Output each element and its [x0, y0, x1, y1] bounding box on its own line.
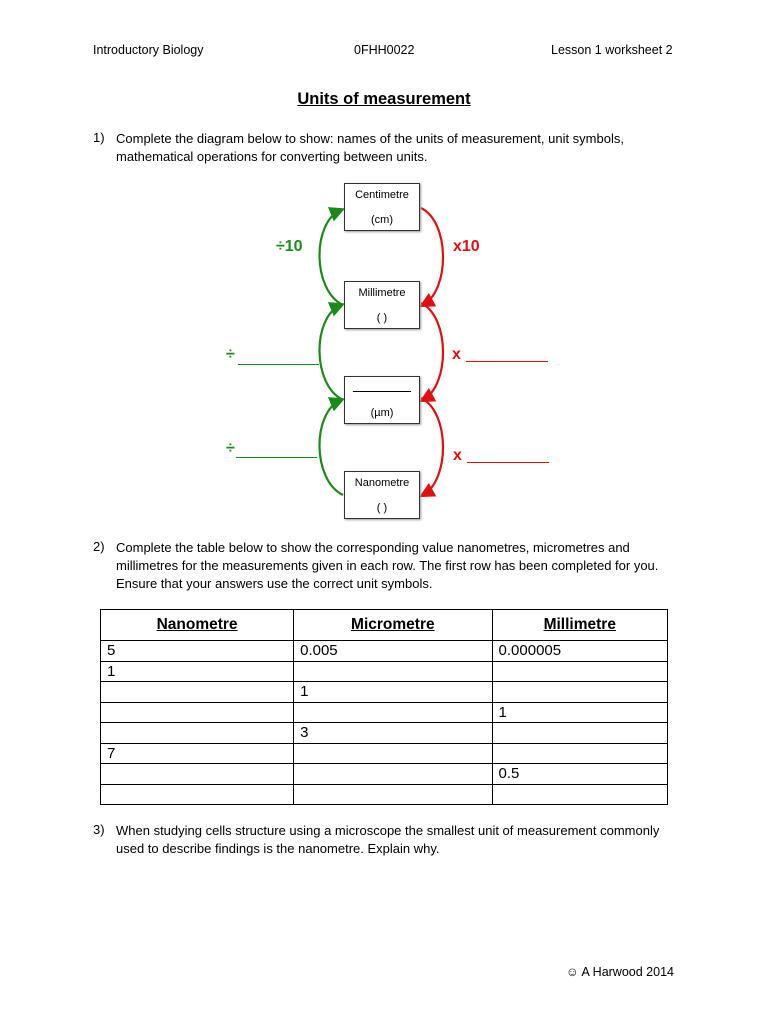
table-cell [101, 784, 294, 805]
table-cell: 0.005 [294, 641, 492, 662]
multiply-blank-1 [466, 361, 548, 362]
table-cell [294, 661, 492, 682]
table-cell: 0.000005 [492, 641, 667, 662]
table-cell [492, 743, 667, 764]
table-cell [492, 661, 667, 682]
table-row [101, 764, 668, 785]
table-cell [101, 723, 294, 744]
divide-arrow-1 [319, 210, 343, 305]
table-header-row [101, 610, 668, 641]
header-course: Introductory Biology [93, 43, 204, 57]
table-row [101, 743, 668, 764]
table-cell [294, 784, 492, 805]
table-row [101, 723, 668, 744]
table-cell [492, 682, 667, 703]
table-row [101, 641, 668, 662]
table-cell [492, 784, 667, 805]
copyright-footer: ☺ A Harwood 2014 [566, 965, 674, 979]
table-cell [101, 764, 294, 785]
table-cell [101, 702, 294, 723]
divide-arrow-2 [319, 305, 343, 400]
unit-box-millimetre [344, 281, 420, 329]
multiply-symbol-2: x [453, 447, 462, 464]
divide-arrow-3 [319, 400, 343, 495]
divide-blank-2 [236, 457, 317, 458]
unit-name: Centimetre [355, 189, 409, 201]
q1-text: Complete the diagram below to show: names of the units of measurement, unit symbols, mathematical operations for converting between units. [116, 131, 624, 164]
table-cell: 7 [101, 743, 294, 764]
table-cell: 1 [294, 682, 492, 703]
multiply-label: x10 [453, 238, 480, 255]
header-lesson: Lesson 1 worksheet 2 [551, 43, 673, 57]
multiply-blank-2 [467, 462, 549, 463]
unit-symbol: ( ) [376, 312, 388, 324]
divide-blank-1 [238, 364, 319, 365]
table-cell: 1 [101, 661, 294, 682]
multiply-arrow-3 [421, 398, 443, 495]
multiply-arrow-2 [421, 303, 443, 400]
table-row [101, 702, 668, 723]
divide-label: ÷10 [276, 238, 303, 255]
column-header: Micrometre [294, 610, 492, 641]
table-cell [294, 764, 492, 785]
table-row [101, 784, 668, 805]
unit-symbol: (µm) [370, 407, 394, 419]
table-cell [101, 682, 294, 703]
table-cell: 3 [294, 723, 492, 744]
page-title: Units of measurement [297, 90, 471, 108]
unit-box-nanometre [344, 471, 420, 519]
multiply-arrow-1 [421, 208, 443, 305]
divide-symbol-1: ÷ [226, 346, 235, 363]
table-cell: 5 [101, 641, 294, 662]
header-code: 0FHH0022 [354, 43, 415, 57]
unit-name-blank [353, 391, 411, 392]
unit-symbol: (cm) [371, 214, 393, 226]
unit-box-centimetre [344, 183, 420, 231]
q3-number: 3) [93, 822, 105, 837]
column-header: Millimetre [492, 610, 667, 641]
table-row [101, 682, 668, 703]
multiply-symbol-1: x [452, 346, 461, 363]
table-row [101, 661, 668, 682]
unit-box-micrometre [344, 376, 420, 424]
divide-symbol-2: ÷ [226, 440, 235, 457]
table-cell: 1 [492, 702, 667, 723]
unit-symbol: ( ) [376, 502, 388, 514]
table-cell: 0.5 [492, 764, 667, 785]
table-cell [294, 743, 492, 764]
q3-text: When studying cells structure using a microscope the smallest unit of measurement commonly used to describe findings is the nanometre. Explain why. [116, 823, 660, 856]
table-cell [492, 723, 667, 744]
unit-name: Nanometre [354, 477, 410, 489]
unit-name: Millimetre [358, 287, 406, 299]
conversion-table [100, 609, 668, 805]
q2-text: Complete the table below to show the corresponding value nanometres, micrometres and millimetres for the measurements given in each row. The first row has been completed for you. Ensure that your answers use the correct unit symbols. [116, 540, 659, 591]
table-cell [294, 702, 492, 723]
q1-number: 1) [93, 130, 105, 145]
q2-number: 2) [93, 539, 105, 554]
column-header: Nanometre [101, 610, 294, 641]
